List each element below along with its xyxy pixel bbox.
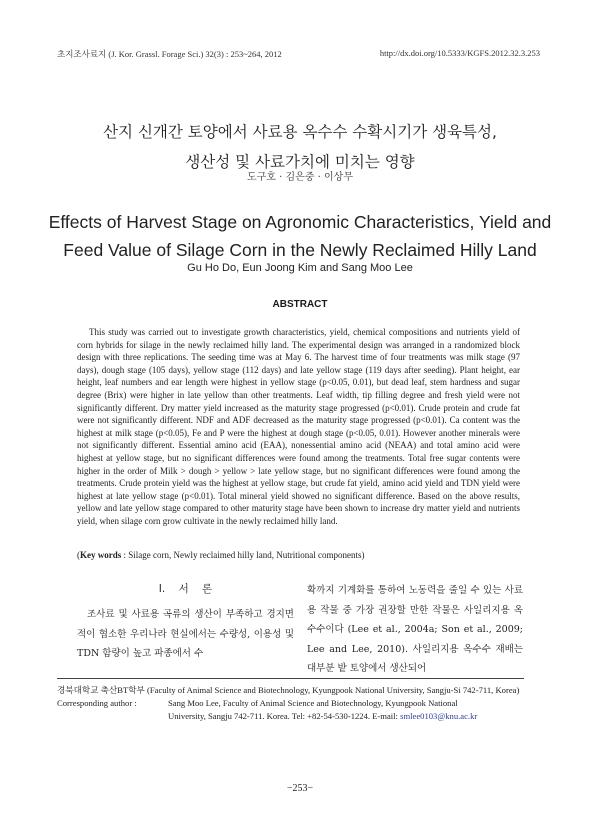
intro-left-paragraph: 조사료 및 사료용 곡류의 생산이 부족하고 경지면적이 협소한 우리나라 현실에서는 수량성, 이용성 및 TDN 함량이 높고 파종에서 수 (77, 609, 294, 659)
korean-authors: 도구호 · 김은중 · 이상무 (246, 172, 353, 183)
keywords-text: : Silage corn, Newly reclaimed hilly land, Nutritional components) (121, 550, 365, 560)
keywords (77, 549, 520, 561)
intro-right-column (307, 581, 523, 679)
english-title-line2: Feed Value of Silage Corn in the Newly Reclaimed Hilly Land (63, 240, 537, 260)
intro-right-paragraph: 확까지 기계화를 통하여 노동력을 줄일 수 있는 사료용 작물 중 가장 권장할 만한 작물은 사일리지용 옥수수이다 (Lee et al., 2004a; Son et al., 2009; Lee and Lee, 2010). 사일리지용 옥수수 재배는 대부분 밭 토양에서 생산되어 (307, 585, 523, 674)
korean-title-line1: 산지 신개간 토양에서 사료용 옥수수 수확시기가 생육특성, (103, 123, 497, 141)
keywords-open-paren: ( (77, 550, 80, 560)
corresponding-author-footnote (57, 697, 526, 723)
corresponding-author-line2 (168, 710, 526, 723)
affiliation-footnote: 경북대학교 축산BT학부 (Faculty of Animal Science and Biotechnology, Kyungpook National University, Sangju-Si 742-711, Korea) (57, 685, 520, 695)
abstract-text: This study was carried out to investigate growth characteristics, yield, chemical compositions and nutrients yield of corn hybrids for silage in the newly reclaimed hilly land. The experimental design was arranged in a randomized block design with three replications. The seeding time was at May 6. The harvest time of four treatments was milk stage (97 days), dough stage (105 days), yellow stage (112 days) and late yellow stage (119 days after seeding). Plant height, ear height, leaf numbers and ear length were highest in yellow stage (p<0.05, 0.01), but dead leaf, stem hardness and sugar degree (Brix) were higher in late yellow than other treatments. Leaf width, tip filling degree and fresh yield were not significantly different. Dry matter yield increased as the maturity stage progressed (p<0.01). Crude protein and crude fat were not significantly different. NDF and ADF decreased as the maturity stage progressed (p<0.01). Ca content was the highest at milk stage (p<0.05), Fe and P were the highest at dough stage (p<0.05, 0.01). However another minerals were not significantly different. Essential amino acid (EAA), nonessential amino acid (NEAA) and total amino acid were highest at yellow stage, but no significant differences were found among the treatments. Total free sugar contents were higher in the order of Milk > dough > yellow > late yellow stage, but no significant differences were found among the treatments. Crude protein yield was the highest at yellow stage, but crude fat yield, amino acid yield and TDN yield were highest at late yellow stage (p<0.01). Total mineral yield showed no significant difference. Based on the above results, yellow and late yellow stage compared to other maturity stage have been shown to increase dry matter yield and nutrients yield, when silage corn grow cultivate in the newly reclaimed hilly land. (77, 327, 520, 526)
intro-left-column (77, 581, 294, 664)
english-title-line1: Effects of Harvest Stage on Agronomic Characteristics, Yield and (48, 212, 552, 232)
keywords-label: Key words (80, 550, 122, 560)
english-authors: Gu Ho Do, Eun Joong Kim and Sang Moo Lee (187, 262, 413, 274)
corresponding-author-label: Corresponding author : (57, 698, 137, 708)
corresponding-author-line1: Sang Moo Lee, Faculty of Animal Science and Biotechnology, Kyungpook National (168, 698, 458, 708)
running-header (57, 48, 540, 60)
footnotes (57, 684, 526, 723)
email-link[interactable]: smlee0103@knu.ac.kr (400, 711, 478, 721)
korean-title-line2: 생산성 및 사료가치에 미치는 영향 (185, 153, 415, 171)
english-title (30, 208, 570, 264)
abstract-heading: ABSTRACT (272, 299, 328, 310)
journal-citation: 초지조사료지 (J. Kor. Grassl. Forage Sci.) 32(3) : 253~264, 2012 (57, 49, 282, 59)
introduction-heading: Ⅰ. 서 론 (158, 583, 213, 595)
footnote-divider (57, 678, 524, 679)
page-number: −253− (286, 783, 314, 794)
corresponding-author-address: University, Sangju 742-711. Korea. Tel: +82-54-530-1224. E-mail: (168, 711, 401, 721)
doi-link[interactable]: http://dx.doi.org/10.5333/KGFS.2012.32.3.253 (379, 48, 540, 58)
